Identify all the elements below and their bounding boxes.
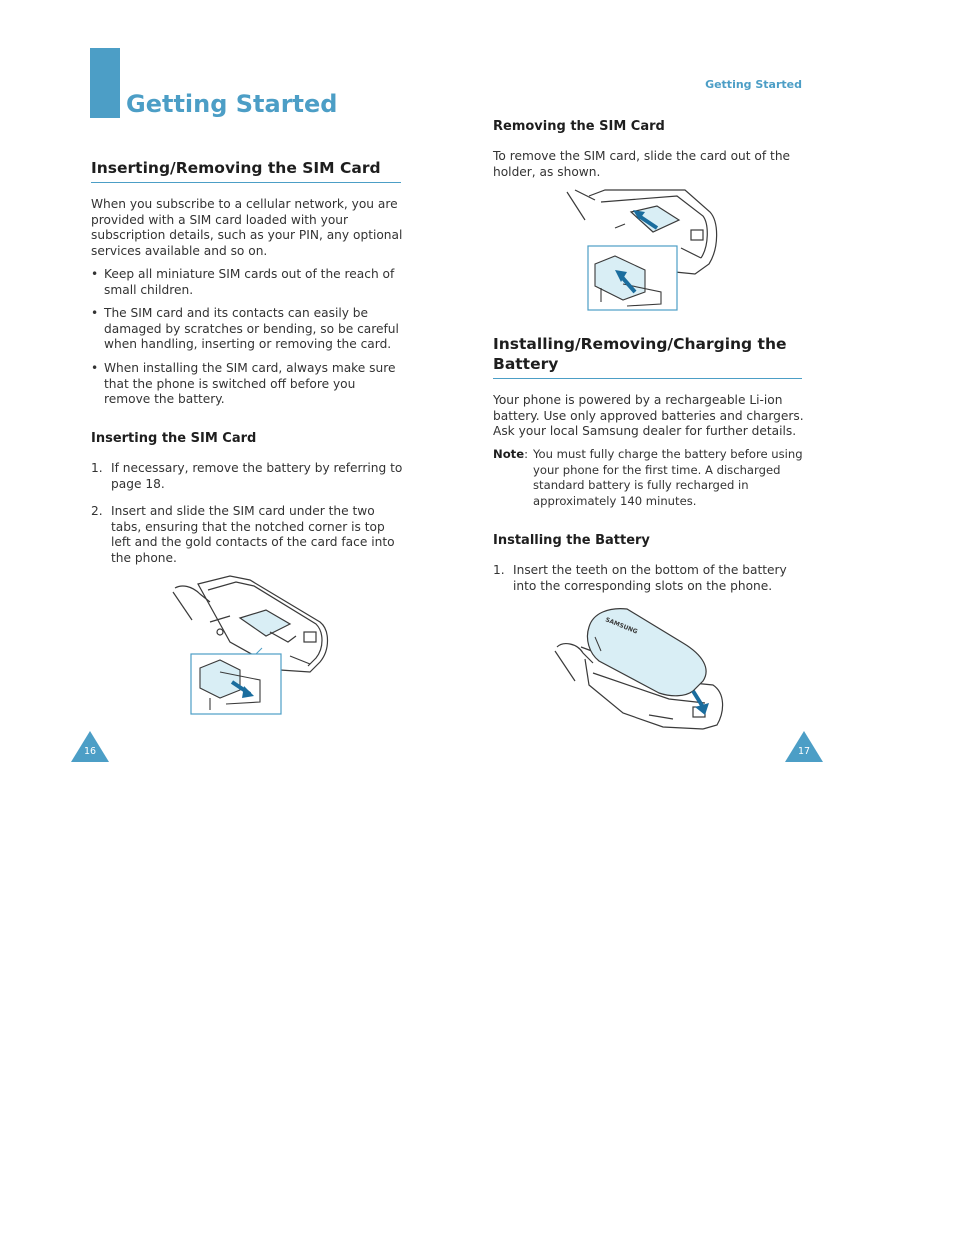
subheading-removing-sim: Removing the SIM Card — [493, 119, 665, 134]
chapter-title-bar — [90, 48, 120, 118]
subheading-inserting-sim: Inserting the SIM Card — [91, 431, 257, 446]
running-head: Getting Started — [705, 78, 802, 91]
remove-paragraph: To remove the SIM card, slide the card out of the holder, as shown. — [493, 149, 791, 179]
list-item: 1. Insert the teeth on the bottom of the battery into the corresponding slots on the phone. — [493, 563, 787, 593]
note-block: Note: You must fully charge the battery before using your phone for the first time. A discharged standard battery is fully recharged in approximately 140 minutes. — [493, 447, 803, 508]
list-item: • When installing the SIM card, always make sure that the phone is switched off before you remove the battery. — [91, 360, 396, 407]
phone-sim-remove-illustration — [565, 188, 720, 314]
intro-paragraph: When you subscribe to a cellular network, you are provided with a SIM card loaded with your subscription details, such as your PIN, any optional services available and so on. — [91, 197, 403, 258]
page-number-16: 16 — [71, 731, 109, 763]
note-text: You must fully charge the battery before using your phone for the first time. A discharged standard battery is fully recharged in approximately 140 minutes. — [533, 447, 803, 508]
insert-steps-list — [91, 461, 403, 567]
battery-paragraph: Your phone is powered by a rechargeable Li-ion battery. Use only approved batteries and chargers. Ask your local Samsung dealer for further details. — [493, 393, 804, 439]
section-heading-sim-card: Inserting/Removing the SIM Card — [91, 158, 401, 183]
list-item: • Keep all miniature SIM cards out of the reach of small children. — [91, 267, 395, 297]
list-item: • The SIM card and its contacts can easily be damaged by scratches or bending, so be careful when handling, inserting or removing the card. — [91, 306, 399, 352]
phone-battery-install-illustration — [553, 603, 728, 731]
page-number-17: 17 — [785, 731, 823, 763]
arrow-icon — [693, 691, 703, 707]
phone-sim-insert-illustration — [170, 572, 335, 718]
battery-brand: SAMSUNG — [604, 616, 639, 636]
note-label: Note — [493, 447, 525, 461]
section-heading-battery: Installing/Removing/Charging the Battery — [493, 334, 802, 379]
list-item: 2. Insert and slide the SIM card under the two tabs, ensuring that the notched corner is top left and the gold contacts of the card face into the phone. — [91, 504, 395, 565]
chapter-title: Getting Started — [126, 90, 338, 118]
install-steps-list — [493, 563, 803, 594]
subheading-installing-battery: Installing the Battery — [493, 533, 650, 548]
list-item: 1. If necessary, remove the battery by referring to page 18. — [91, 461, 403, 491]
precautions-list — [91, 267, 403, 416]
